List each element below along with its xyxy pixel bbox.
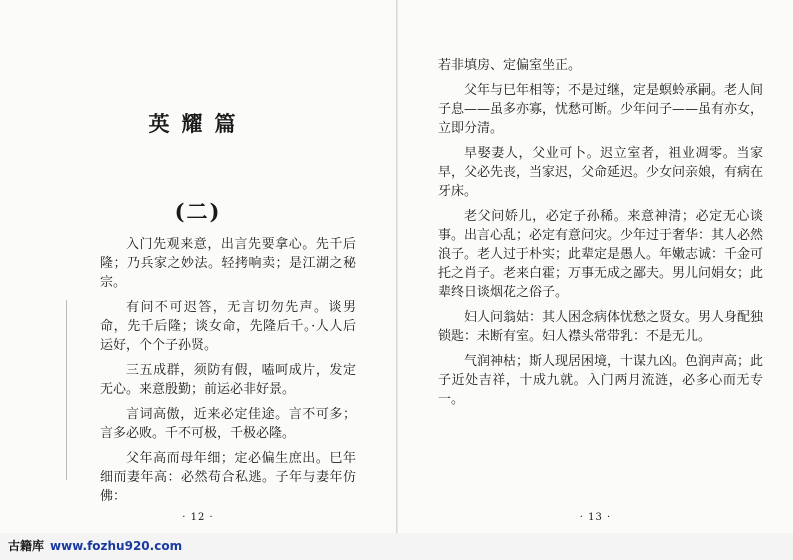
paragraph: 言词高傲，近来必定佳途。言不可多；言多必败。千不可极，千极必隆。 bbox=[100, 407, 356, 441]
page-number-left: · 12 · bbox=[182, 512, 214, 523]
watermark-bar bbox=[0, 533, 793, 560]
page-number-right: · 13 · bbox=[579, 512, 612, 523]
paragraph: 气润神枯；斯人现居困境，十谋九凶。色润声高；此子近处吉祥，十成九就。入门两月流涟，必多心而无专一。 bbox=[438, 354, 764, 407]
left-page-body bbox=[100, 235, 356, 512]
paragraph: 父年高而母年细；定必偏生庶出。巳年细而妻年高：必然苟合私逃。子年与妻年仿佛： bbox=[100, 451, 356, 504]
paragraph: 有问不可迟答，无言切勿先声。谈男命，先千后隆；谈女命，先隆后千。·人人后运好，个个子孙贤。 bbox=[100, 300, 356, 353]
watermark-site-name: 古籍库 bbox=[8, 539, 45, 553]
paragraph: 妇人问翁姑：其人困念病体忧愁之贤女。男人身配独锁匙：未断有室。妇人襟头常带乳：不是无儿。 bbox=[438, 310, 764, 344]
right-page-body bbox=[438, 56, 763, 415]
paragraph: 老父问娇儿，必定子孙稀。来意神清；必定无心谈事。出言心乱；必定有意问灾。少年过于奢华：其人必然浪子。老人过于朴实；此辈定是愚人。年嫩志诚：千金可托之肖子。老来白霍；万事无成之鄙夫。男儿问娟女；此辈终日谈烟花之俗子。 bbox=[438, 209, 764, 300]
chapter-title: 英耀篇 bbox=[148, 111, 248, 136]
paragraph: 三五成群，须防有假，嗑呵成片，发定无心。来意殷勤；前运必非好景。 bbox=[100, 363, 356, 397]
section-heading: (二) bbox=[174, 199, 222, 224]
paragraph: 父年与巳年相等；不是过继，定是螟蛉承嗣。老人间子息——虽多亦寡，忧愁可断。少年问子——虽有亦女，立即分清。 bbox=[438, 83, 764, 136]
right-page bbox=[398, 0, 793, 533]
paragraph: 早娶妻人，父业可卜。迟立室者，祖业凋零。当家早，父必先丧，当家迟，父命延迟。少女问亲娘，有病在牙床。 bbox=[438, 146, 764, 199]
left-page bbox=[0, 0, 396, 533]
paragraph: 入门先观来意，出言先要拿心。先千后隆；乃兵家之妙法。轻拷响卖；是江湖之秘宗。 bbox=[100, 237, 356, 290]
paragraph: 若非填房、定偏室坐正。 bbox=[438, 58, 582, 73]
watermark-url: www.fozhu920.com bbox=[50, 539, 183, 553]
